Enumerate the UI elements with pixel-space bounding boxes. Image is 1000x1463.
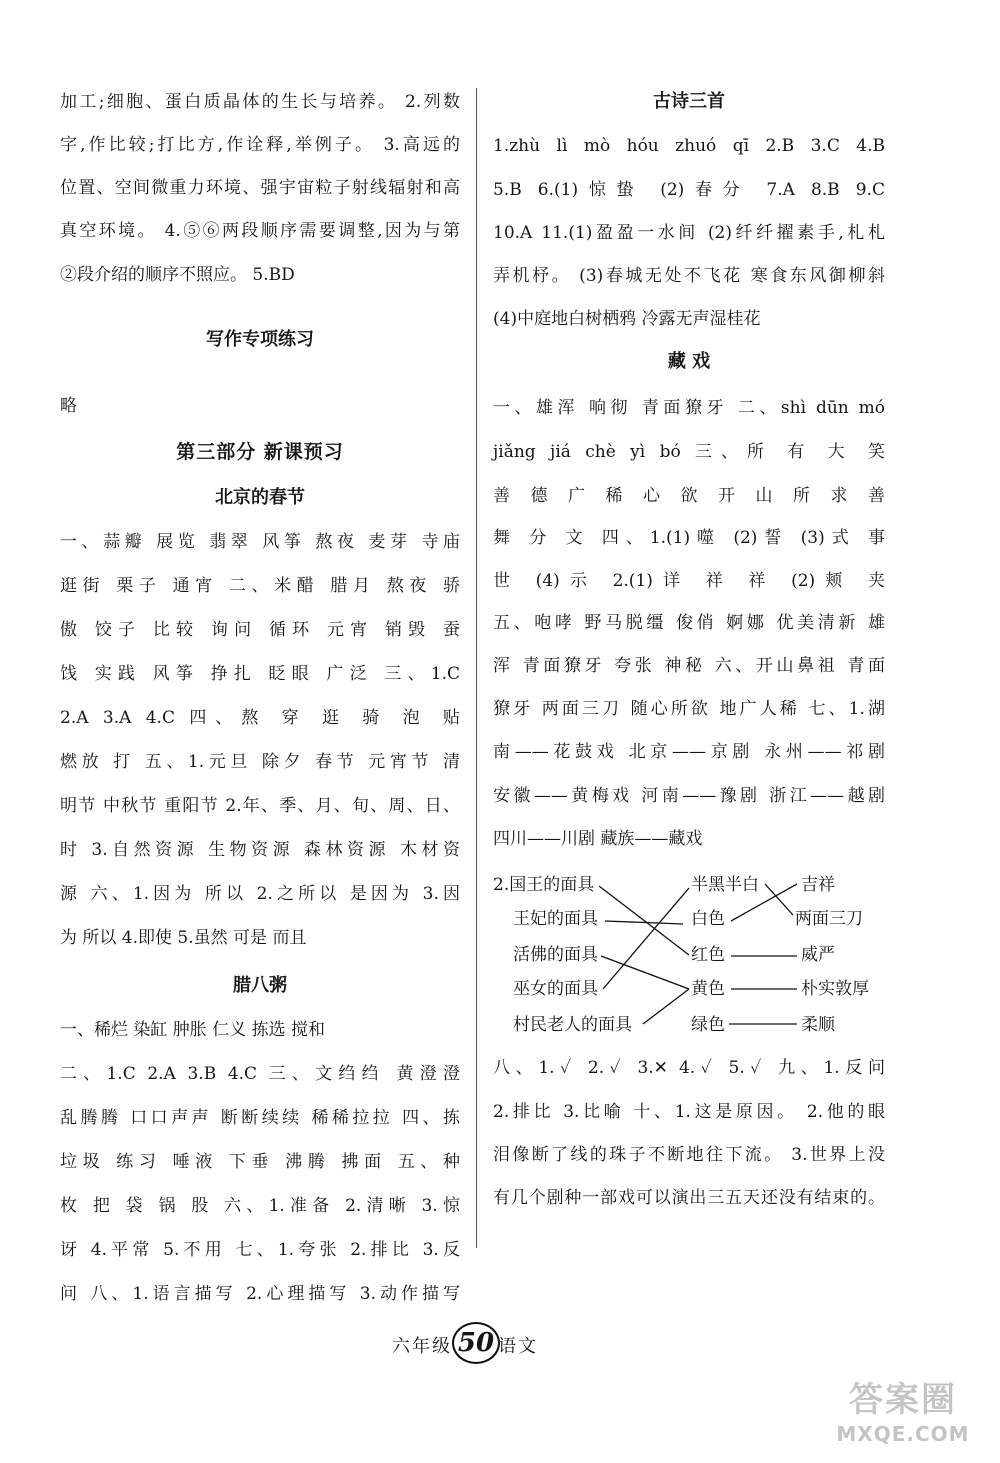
- text-line: 为 所以 4.即使 5.虽然 可是 而且: [60, 928, 307, 948]
- text-line: 讶 4.平常 5.不用 七、1.夸张 2.排比 3.反: [60, 1240, 460, 1260]
- match-line: [599, 886, 689, 955]
- match-middle-item: 红色: [691, 945, 725, 965]
- text-line: 有几个剧种一部戏可以演出三五天还没有结束的。: [493, 1188, 885, 1208]
- text-line: 二、1.C 2.A 3.B 4.C 三、文绉绉 黄澄澄: [60, 1064, 460, 1084]
- match-left-item: 巫女的面具: [513, 979, 598, 999]
- text-line: 明节 中秋节 重阳节 2.年、季、月、旬、周、日、: [60, 796, 460, 816]
- match-middle-item: 绿色: [691, 1015, 725, 1035]
- text-line: 浑 青面獠牙 夸张 神秘 六、开山鼻祖 青面: [493, 656, 885, 676]
- text-line: 字,作比较;打比方,作诠释,举例子。 3.高远的: [60, 135, 460, 155]
- text-line: 饯 实践 风筝 挣扎 眨眼 广泛 三、1.C: [60, 664, 460, 684]
- match-line: [605, 921, 683, 924]
- text-line: 枚 把 袋 锅 股 六、1.准备 2.清晰 3.惊: [60, 1196, 460, 1216]
- text-line: 源 六、1.因为 所以 2.之所以 是因为 3.因: [60, 884, 460, 904]
- match-right-item: 吉祥: [801, 875, 835, 895]
- writing-answer: 略: [60, 396, 77, 416]
- part-heading: 第三部分 新课预习: [176, 441, 344, 463]
- text-line: 10.A 11.(1)盈盈一水间 (2)纤纤擢素手,札札: [493, 223, 885, 243]
- matching-exercise: [493, 866, 885, 1046]
- text-line: 一、蒜瓣 展览 翡翠 风筝 熬夜 麦芽 寺庙: [60, 532, 460, 552]
- match-right-item: 柔顺: [801, 1015, 835, 1035]
- text-line: 乱腾腾 口口声声 断断续续 稀稀拉拉 四、拣: [60, 1108, 460, 1128]
- match-left-item: 活佛的面具: [513, 945, 598, 965]
- text-line: 时 3.自然资源 生物资源 森林资源 木材资: [60, 840, 460, 860]
- text-line: 五、咆哮 野马脱缰 俊俏 婀娜 优美清新 雄: [493, 613, 885, 633]
- lesson-heading-beijing: 北京的春节: [215, 487, 305, 508]
- text-line: 2.排比 3.比喻 十、1.这是原因。 2.他的眼: [493, 1102, 885, 1122]
- text-line: 位置、空间微重力环境、强宇宙粒子射线辐射和高: [60, 178, 460, 198]
- text-line: (4)中庭地白树栖鸦 冷露无声湿桂花: [493, 309, 761, 329]
- watermark: [818, 1380, 988, 1455]
- text-line: 逛街 栗子 通宵 二、米醋 腊月 熬夜 骄: [60, 576, 460, 596]
- text-line: 傲 饺子 比较 询问 循环 元宵 销毁 蚕: [60, 620, 460, 640]
- text-line: 八、1.✓ 2.✓ 3.✕ 4.✓ 5.✓ 九、1.反问: [493, 1058, 885, 1078]
- text-line: 獠牙 两面三刀 随心所欲 地广人稀 七、1.湖: [493, 699, 885, 719]
- watermark-logo-text: 答案圈: [849, 1380, 957, 1420]
- match-right-item: 朴实敦厚: [801, 979, 869, 999]
- column-divider: [476, 88, 477, 1248]
- text-line: 2.A 3.A 4.C 四、熬 穿 逛 骑 泡 贴: [60, 708, 460, 728]
- text-line: 5.B 6.(1)惊蛰 (2)春分 7.A 8.B 9.C: [493, 180, 885, 200]
- text-line: 安徽——黄梅戏 河南——豫剧 浙江——越剧: [493, 786, 885, 806]
- match-right-item: 威严: [801, 945, 835, 965]
- page-footer: [0, 1322, 1000, 1362]
- match-right-item: 两面三刀: [795, 909, 863, 929]
- text-line: 泪像断了线的珠子不断地往下流。 3.世界上没: [493, 1145, 885, 1165]
- text-line: 四川——川剧 藏族——藏戏: [493, 829, 703, 849]
- text-line: 善 德 广 稀 心 欲 开 山 所 求 善: [493, 486, 885, 506]
- lesson-heading-laba: 腊八粥: [233, 975, 287, 996]
- text-line: 真空环境。 4.⑤⑥两段顺序需要调整,因为与第: [60, 221, 460, 241]
- text-line: ②段介绍的顺序不照应。 5.BD: [60, 265, 295, 285]
- footer-grade: 六年级: [392, 1336, 452, 1357]
- match-line: [601, 956, 689, 989]
- text-line: 燃放 打 五、1.元旦 除夕 春节 元宵节 清: [60, 752, 460, 772]
- text-line: 垃圾 练习 唾液 下垂 沸腾 拂面 五、种: [60, 1152, 460, 1172]
- text-line: 世 (4)示 2.(1)详 祥 祥 (2)颊 夹: [493, 571, 885, 591]
- match-middle-item: 白色: [691, 909, 725, 929]
- match-line: [603, 888, 689, 989]
- lesson-heading-poems: 古诗三首: [653, 91, 725, 112]
- text-line: 舞 分 文 四、1.(1)噬 (2)誓 (3)式 事: [493, 528, 885, 548]
- match-middle-item: 黄色: [691, 979, 725, 999]
- text-line: 一、雄浑 响彻 青面獠牙 二、shì dūn mó: [493, 398, 885, 418]
- watermark-url: MXQE.COM: [836, 1422, 970, 1446]
- text-line: 加工;细胞、蛋白质晶体的生长与培养。 2.列数: [60, 92, 460, 112]
- match-left-item: 王妃的面具: [513, 909, 598, 929]
- match-middle-item: 半黑半白: [691, 875, 759, 895]
- match-line: [643, 989, 689, 1024]
- text-line: 南——花鼓戏 北京——京剧 永州——祁剧: [493, 742, 885, 762]
- text-line: jiǎng jiá chè yì bó 三、所 有 大 笑: [493, 442, 885, 462]
- lesson-heading-zangxi: 藏 戏: [667, 351, 711, 372]
- match-left-item: 村民老人的面具: [513, 1015, 632, 1035]
- text-line: 弄机杼。 (3)春城无处不飞花 寒食东风御柳斜: [493, 266, 885, 286]
- footer-subject: 语文: [498, 1336, 538, 1357]
- text-line: 1.zhù lì mò hóu zhuó qī 2.B 3.C 4.B: [493, 136, 885, 156]
- text-line: 一、稀烂 染缸 肿胀 仁义 拣选 搅和: [60, 1020, 326, 1040]
- match-number: 2.: [493, 875, 510, 895]
- section-heading-writing: 写作专项练习: [206, 329, 314, 350]
- match-left-item: 国王的面具: [509, 875, 595, 895]
- page-number: 50: [452, 1322, 500, 1364]
- text-line: 问 八、1.语言描写 2.心理描写 3.动作描写: [60, 1284, 460, 1304]
